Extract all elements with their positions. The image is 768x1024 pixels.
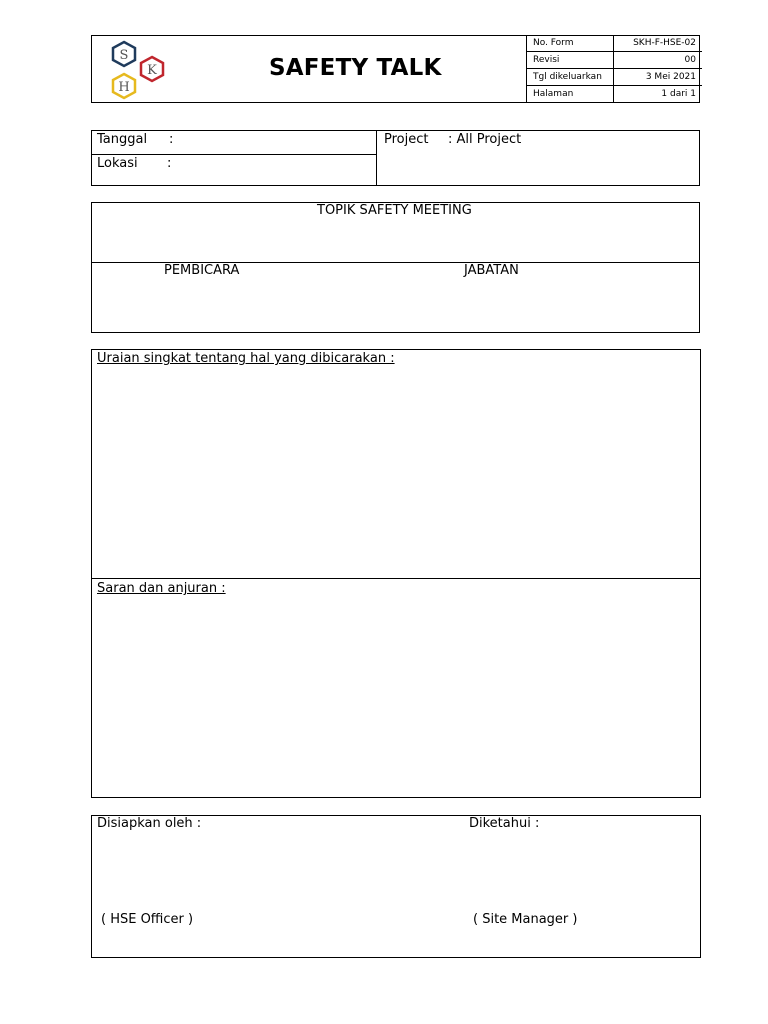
speaker-label: PEMBICARA bbox=[164, 263, 240, 278]
meta-row-revision bbox=[527, 52, 702, 69]
meta-value: SKH-F-HSE-02 bbox=[633, 38, 696, 48]
prepared-by-role: ( HSE Officer ) bbox=[101, 912, 194, 927]
info-divider-vertical bbox=[376, 130, 377, 186]
meta-label: Tgl dikeluarkan bbox=[533, 72, 602, 82]
form-title: SAFETY TALK bbox=[269, 55, 442, 81]
meta-row-page bbox=[527, 86, 702, 103]
meta-row-issue-date bbox=[527, 69, 702, 86]
form-header bbox=[91, 35, 700, 103]
meta-row-form-number bbox=[527, 35, 702, 52]
logo-letter-s: S bbox=[119, 48, 129, 63]
meta-value: 3 Mei 2021 bbox=[645, 72, 696, 82]
meta-label: Revisi bbox=[533, 55, 560, 65]
advice-label: Saran dan anjuran : bbox=[97, 581, 226, 596]
signature-box bbox=[91, 815, 701, 958]
project-value: : All Project bbox=[448, 132, 522, 147]
lokasi-colon: : bbox=[167, 156, 172, 171]
prepared-by-label: Disiapkan oleh : bbox=[97, 816, 202, 831]
discussion-divider bbox=[91, 578, 701, 579]
discussion-box bbox=[91, 349, 701, 798]
logo-letter-k: K bbox=[147, 63, 157, 78]
acknowledged-by-role: ( Site Manager ) bbox=[473, 912, 578, 927]
info-divider-horizontal bbox=[91, 154, 377, 155]
meta-label: Halaman bbox=[533, 89, 574, 99]
acknowledged-by-label: Diketahui : bbox=[469, 816, 540, 831]
company-logo bbox=[104, 40, 170, 102]
tanggal-label: Tanggal bbox=[97, 132, 148, 147]
meta-label: No. Form bbox=[533, 38, 574, 48]
topic-title: TOPIK SAFETY MEETING bbox=[317, 203, 472, 218]
logo-letter-h: H bbox=[118, 80, 130, 95]
summary-label: Uraian singkat tentang hal yang dibicarakan : bbox=[97, 351, 395, 366]
meta-value: 1 dari 1 bbox=[661, 89, 696, 99]
form-meta-table bbox=[526, 35, 702, 103]
tanggal-colon: : bbox=[169, 132, 174, 147]
position-label: JABATAN bbox=[464, 263, 519, 278]
lokasi-label: Lokasi bbox=[97, 156, 138, 171]
project-label: Project bbox=[384, 132, 429, 147]
meta-value: 00 bbox=[684, 55, 696, 65]
